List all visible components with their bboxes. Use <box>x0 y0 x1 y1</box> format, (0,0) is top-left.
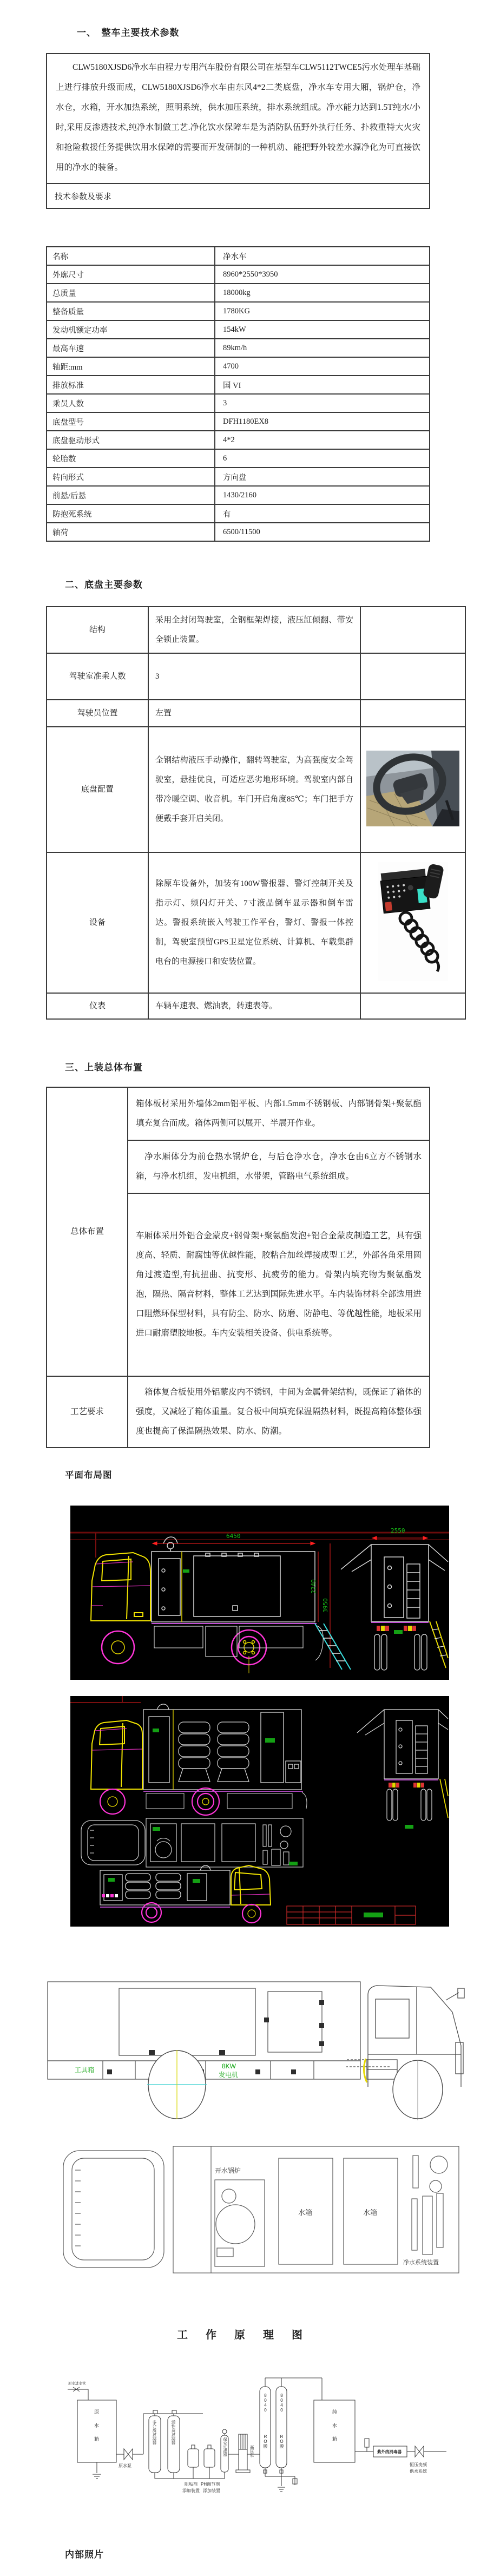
param-value: 净水车 <box>215 247 430 265</box>
side-view-canvas <box>43 1979 471 2130</box>
row-text: 除原车设备外，加装有100W警报器、警灯控制开关及指示灯、频闪灯开关、7寸液晶倒车显示器和倒车雷达。警报系统嵌入驾驶工作平台，警灯、警报一体控制，驾驶室预留GPS卫星定位系统、计算机、车载集群电台的电源接口和安装位置。 <box>148 852 360 993</box>
interior-photos-heading: 内部照片 <box>65 2549 104 2560</box>
row-text: 采用全封闭驾驶室，全钢框架焊接，液压缸倾翻、带安全锁止装置。 <box>148 607 360 653</box>
flow-dose2-label-1: PH调节剂 <box>201 2482 220 2487</box>
flow-supply-label-1: 恒压变频 <box>410 2462 427 2467</box>
row-image-cell <box>360 607 465 653</box>
param-value: 1430/2160 <box>215 486 430 504</box>
purify-system-label: 净水系统装置 <box>403 2259 439 2266</box>
vehicle-params-table <box>46 246 430 542</box>
param-label: 外廓尺寸 <box>47 265 215 284</box>
table-row <box>47 247 430 265</box>
table-row <box>47 700 465 727</box>
flow-guard-filter-label: 保安过滤器 <box>223 2437 227 2456</box>
table-row <box>47 607 465 653</box>
table-row <box>47 1087 430 1140</box>
table-row <box>47 523 430 541</box>
row-text: 3 <box>148 653 360 700</box>
param-value: DFH1180EX8 <box>215 412 430 431</box>
line-drawing-plan-view <box>57 2142 468 2277</box>
row-image-cell <box>360 852 465 993</box>
cad-dim-total-height: 3950 <box>321 1598 329 1613</box>
row-label: 设备 <box>47 852 148 993</box>
row-text: 车厢体采用外铝合金蒙皮+钢骨架+聚氨酯发泡+铝合金蒙皮制造工艺，具有强度高、轻质、耐腐蚀等优越性能，胶粘合加丝焊接成型工艺，外部各角采用圆角过渡造型,有抗扭曲、抗变形、抗疲劳的能力。骨架内填充物为聚氨酯发泡，隔热、隔音材料，整体工艺达到国际先进水平。车内装饰材料全部选用进口阻燃环保型材料，具有防尘、防水、防磨、防静电、等优越性能，地板采用进口耐磨塑胶地板。车内安装相关设备、供电系统等。 <box>128 1193 430 1376</box>
cad-dim-box-height: 2240 <box>310 1579 317 1594</box>
flow-dose2-label-2: 添加装置 <box>203 2488 220 2493</box>
param-value: 4700 <box>215 357 430 376</box>
param-value: 89km/h <box>215 339 430 357</box>
param-value: 154kW <box>215 320 430 339</box>
flow-pure-tank-label: 纯水箱 <box>332 2409 337 2450</box>
police-radio-photo <box>378 862 448 981</box>
param-label: 轮胎数 <box>47 449 215 468</box>
param-value: 方向盘 <box>215 468 430 486</box>
param-value: 8960*2550*3950 <box>215 265 430 284</box>
row-text: 净水厢体分为前仓热水锅炉仓，与后仓净水仓，净水仓由6立方不锈钢水箱，与净水机组，发电机组，水带架，管路电气系统组成。 <box>128 1140 430 1193</box>
intro-table <box>46 53 430 209</box>
steering-wheel-photo <box>366 751 459 826</box>
param-value: 有 <box>215 504 430 523</box>
flow-mmf-label: 多介质过滤器 <box>152 2420 157 2444</box>
flow-acf-label: 活性炭过滤器 <box>171 2420 176 2444</box>
section1-title: 一、 整车主要技术参数 <box>77 28 180 38</box>
flow-inlet-label: 原水进水管 <box>68 2382 86 2386</box>
row-label: 底盘配置 <box>47 727 148 852</box>
table-row <box>47 852 465 993</box>
table-row <box>47 1376 430 1448</box>
cad2-canvas <box>70 1696 449 1927</box>
param-label: 乘员人数 <box>47 394 215 412</box>
param-label: 防抱死系统 <box>47 504 215 523</box>
toolbox-label: 工具箱 <box>75 2066 95 2074</box>
row-label: 仪表 <box>47 993 148 1019</box>
param-label: 总质量 <box>47 284 215 302</box>
table-row <box>47 486 430 504</box>
param-label: 最高车速 <box>47 339 215 357</box>
generator-label-kw: 8KW <box>222 2062 236 2070</box>
param-label: 名称 <box>47 247 215 265</box>
table-row <box>47 357 430 376</box>
flow-canvas <box>68 2370 446 2506</box>
flow-ro2-bottom-label: RO膜 <box>279 2434 284 2448</box>
table-row <box>47 449 430 468</box>
flow-raw-tank-label: 原水箱 <box>94 2409 99 2450</box>
plan-view-canvas <box>57 2142 468 2277</box>
param-label: 排放标准 <box>47 376 215 394</box>
table-row <box>47 339 430 357</box>
param-value: 国 VI <box>215 376 430 394</box>
row-text: 左置 <box>148 700 360 727</box>
table-row <box>47 302 430 320</box>
table-row <box>47 431 430 449</box>
flow-dose1-label-2: 添加装置 <box>182 2488 200 2493</box>
param-value: 18000kg <box>215 284 430 302</box>
param-label: 底盘型号 <box>47 412 215 431</box>
chassis-table <box>46 606 466 1020</box>
main-label: 总体布置 <box>70 1227 104 1236</box>
cad-drawing-multiview <box>70 1696 449 1927</box>
principle-diagram <box>68 2370 446 2506</box>
section2-title: 二、底盘主要参数 <box>65 580 143 590</box>
param-label: 前悬/后悬 <box>47 486 215 504</box>
body-layout-table <box>46 1087 430 1448</box>
flow-supply-label-2: 供水系统 <box>410 2469 427 2474</box>
table-row <box>47 376 430 394</box>
table-row <box>47 504 430 523</box>
flow-dose1-label-1: 阻垢剂 <box>185 2482 198 2487</box>
flow-raw-pump-label: 原水泵 <box>119 2463 131 2468</box>
row-image-cell <box>360 727 465 852</box>
water-tank-label-2: 水箱 <box>363 2209 378 2217</box>
param-value: 6500/11500 <box>215 523 430 541</box>
param-label: 转向形式 <box>47 468 215 486</box>
intro-paragraph: CLW5180XJSD6净水车由程力专用汽车股份有限公司在基型车CLW5112TWCE5污水处理车基础上进行排放升级而成，CLW5180XJSD6净水车由东风4*2二类底盘，净水车专用大厢，锅炉仓，净水仓，水箱，开水加热系统，照明系统，供水加压系统，排水系统组成。净水能力达到1.5T纯水/小时,采用反渗透技术,纯净水制做工艺.净化饮水保障车是为消防队伍野外执行任务、扑救重特大火灾和抢险救援任务提供饮用水保障的需要而开发研制的一种机动、能把野外较差水源净化为可直接饮用的净水的装备。 <box>47 54 430 183</box>
cad-dim-length: 6450 <box>226 1533 241 1540</box>
param-label: 轴荷 <box>47 523 215 541</box>
cad-dim-width: 2550 <box>391 1527 405 1534</box>
table-row <box>47 320 430 339</box>
row-image-cell <box>360 700 465 727</box>
param-value: 3 <box>215 394 430 412</box>
table-row <box>47 183 430 208</box>
cad-drawing-side-rear <box>70 1506 449 1680</box>
row-image-cell <box>360 653 465 700</box>
table-row <box>47 468 430 486</box>
param-value: 4*2 <box>215 431 430 449</box>
generator-label-name: 发电机 <box>219 2071 239 2079</box>
param-label: 底盘驱动形式 <box>47 431 215 449</box>
table-row <box>47 265 430 284</box>
table-row <box>47 993 465 1019</box>
flow-hp-pump-label: 高压泵 <box>249 2445 254 2457</box>
line-drawing-side-view <box>43 1979 471 2130</box>
table-row <box>47 394 430 412</box>
plan-layout-heading: 平面布局图 <box>65 1470 113 1480</box>
table-row <box>47 54 430 183</box>
flow-ro2-top-label: 8040 <box>279 2393 284 2413</box>
row-label <box>47 1376 128 1448</box>
flow-ro1-bottom-label: RO膜 <box>263 2434 268 2448</box>
row-label: 驾驶员位置 <box>47 700 148 727</box>
row-text: 箱体板材采用外墙体2mm铝平板、内部1.5mm不锈钢板、内部钢骨架+聚氨酯填充复合而成。箱体两侧可以展开、半展开作业。 <box>128 1087 430 1140</box>
table-row <box>47 284 430 302</box>
row-image-cell <box>360 993 465 1019</box>
table-row <box>47 412 430 431</box>
param-label: 发动机额定功率 <box>47 320 215 339</box>
water-tank-label-1: 水箱 <box>298 2209 313 2217</box>
principle-heading: 工 作 原 理 图 <box>177 2329 310 2341</box>
row-text: 箱体复合板使用外铝蒙皮内不锈钢，中间为金属骨架结构，既保证了箱体的强度，又减轻了箱体重量。复合板中间填充保温隔热材料，既提高箱体整体强度也提高了保温隔热效果、防水、防潮。 <box>128 1376 430 1448</box>
section3-title: 三、上装总体布置 <box>65 1062 143 1073</box>
flow-uv-label: 紫外线消毒器 <box>377 2449 402 2454</box>
row-label <box>47 1087 128 1376</box>
table-row <box>47 653 465 700</box>
row-label: 驾驶室准乘人数 <box>47 653 148 700</box>
param-value: 6 <box>215 449 430 468</box>
boiler-label: 开水锅炉 <box>215 2167 241 2174</box>
param-label: 轴距:mm <box>47 357 215 376</box>
row-text: 车辆车速表、燃油表，转速表等。 <box>148 993 360 1019</box>
intro-note: 技术参数及要求 <box>47 183 430 208</box>
row-text: 全钢结构液压手动操作，翻转驾驶室，为高强度安全驾驶室，悬挂优良，可适应恶劣地形环境。驾驶室内部自带冷暖空调、收音机。车门开启角度85℃；车门把手方便戴手套开启关闭。 <box>148 727 360 852</box>
craft-label: 工艺要求 <box>70 1407 104 1416</box>
param-value: 1780KG <box>215 302 430 320</box>
row-label: 结构 <box>47 607 148 653</box>
flow-ro1-top-label: 8040 <box>263 2393 268 2413</box>
table-row <box>47 727 465 852</box>
param-label: 整备质量 <box>47 302 215 320</box>
